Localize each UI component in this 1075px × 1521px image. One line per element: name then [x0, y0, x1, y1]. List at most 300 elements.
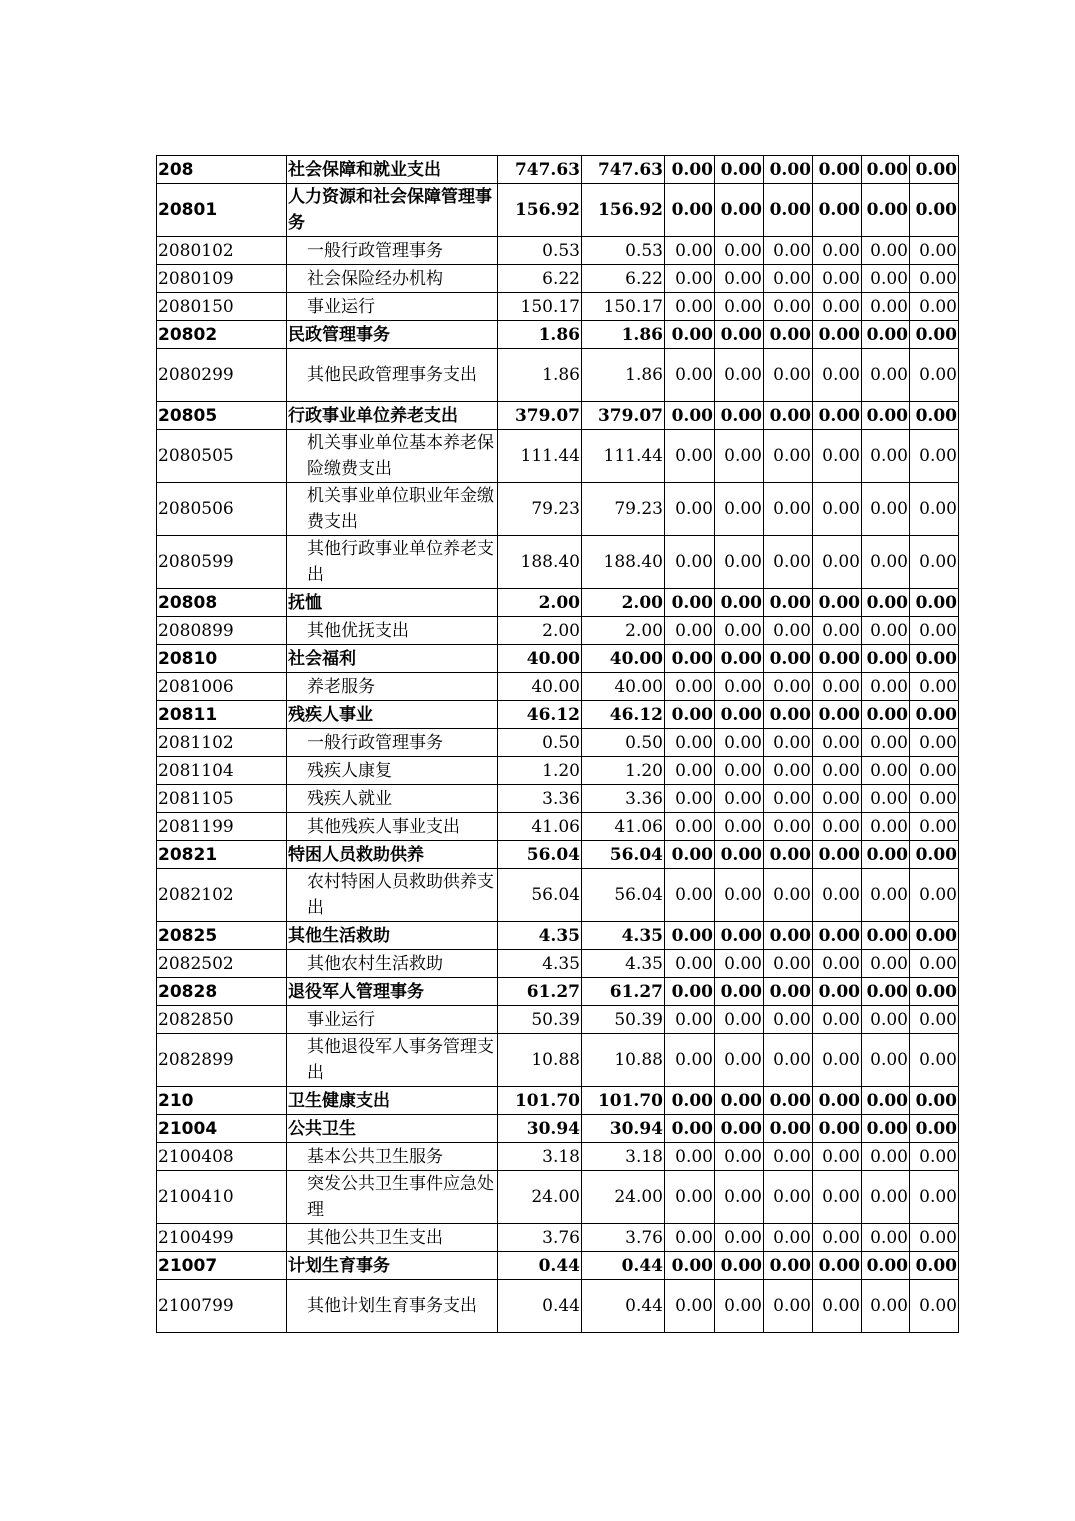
- table-row: [157, 265, 959, 293]
- total-amount-cell: 2.00: [498, 617, 582, 645]
- other-fund-cell: 0.00: [764, 1087, 813, 1115]
- other-fund-cell: 0.00: [813, 785, 862, 813]
- other-fund-cell: 0.00: [862, 729, 910, 757]
- other-fund-cell: 0.00: [764, 321, 813, 349]
- other-fund-cell: 0.00: [764, 293, 813, 321]
- other-fund-cell: 0.00: [862, 589, 910, 617]
- subject-name-cell: 其他农村生活救助: [287, 950, 498, 978]
- subject-name-cell: 基本公共卫生服务: [287, 1143, 498, 1171]
- other-fund-cell: 0.00: [764, 1280, 813, 1333]
- other-fund-cell: 0.00: [910, 813, 959, 841]
- other-fund-cell: 0.00: [764, 1034, 813, 1087]
- other-fund-cell: 0.00: [813, 349, 862, 402]
- other-fund-cell: 0.00: [715, 701, 764, 729]
- total-amount-cell: 41.06: [498, 813, 582, 841]
- subject-code-cell: 2080299: [157, 349, 287, 402]
- other-fund-cell: 0.00: [813, 1252, 862, 1280]
- other-fund-cell: 0.00: [910, 237, 959, 265]
- other-fund-cell: 0.00: [665, 1252, 715, 1280]
- subject-code-cell: 2100408: [157, 1143, 287, 1171]
- table-row: [157, 483, 959, 536]
- total-amount-cell: 188.40: [498, 536, 582, 589]
- other-fund-cell: 0.00: [910, 156, 959, 184]
- total-amount-cell: 1.86: [498, 349, 582, 402]
- subject-code-cell: 20828: [157, 978, 287, 1006]
- table-row: [157, 785, 959, 813]
- other-fund-cell: 0.00: [665, 536, 715, 589]
- other-fund-cell: 0.00: [862, 617, 910, 645]
- table-row: [157, 617, 959, 645]
- total-amount-cell: 747.63: [498, 156, 582, 184]
- subject-code-cell: 2080505: [157, 430, 287, 483]
- subject-name-cell: 其他优抚支出: [287, 617, 498, 645]
- other-fund-cell: 0.00: [665, 869, 715, 922]
- subject-name-cell: 养老服务: [287, 673, 498, 701]
- total-amount-cell: 4.35: [498, 950, 582, 978]
- subject-name-cell: 卫生健康支出: [287, 1087, 498, 1115]
- other-fund-cell: 0.00: [813, 645, 862, 673]
- other-fund-cell: 0.00: [813, 483, 862, 536]
- other-fund-cell: 0.00: [910, 645, 959, 673]
- table-row: [157, 430, 959, 483]
- other-fund-cell: 0.00: [665, 757, 715, 785]
- subject-code-cell: 20810: [157, 645, 287, 673]
- other-fund-cell: 0.00: [813, 589, 862, 617]
- total-amount-cell: 1.20: [498, 757, 582, 785]
- general-budget-cell: 3.36: [582, 785, 665, 813]
- other-fund-cell: 0.00: [910, 922, 959, 950]
- table-body: [157, 156, 959, 1333]
- other-fund-cell: 0.00: [665, 785, 715, 813]
- general-budget-cell: 1.20: [582, 757, 665, 785]
- table-row: [157, 402, 959, 430]
- other-fund-cell: 0.00: [665, 1224, 715, 1252]
- table-row: [157, 673, 959, 701]
- subject-code-cell: 2082899: [157, 1034, 287, 1087]
- subject-code-cell: 2081105: [157, 785, 287, 813]
- other-fund-cell: 0.00: [910, 349, 959, 402]
- subject-code-cell: 2080899: [157, 617, 287, 645]
- subject-code-cell: 20801: [157, 184, 287, 237]
- other-fund-cell: 0.00: [910, 673, 959, 701]
- total-amount-cell: 50.39: [498, 1006, 582, 1034]
- other-fund-cell: 0.00: [862, 321, 910, 349]
- table-row: [157, 869, 959, 922]
- other-fund-cell: 0.00: [813, 869, 862, 922]
- subject-code-cell: 2081104: [157, 757, 287, 785]
- total-amount-cell: 150.17: [498, 293, 582, 321]
- other-fund-cell: 0.00: [862, 1280, 910, 1333]
- other-fund-cell: 0.00: [715, 869, 764, 922]
- other-fund-cell: 0.00: [764, 1006, 813, 1034]
- table-row: [157, 813, 959, 841]
- other-fund-cell: 0.00: [665, 1034, 715, 1087]
- other-fund-cell: 0.00: [715, 1280, 764, 1333]
- table-row: [157, 321, 959, 349]
- subject-name-cell: 其他民政管理事务支出: [287, 349, 498, 402]
- general-budget-cell: 6.22: [582, 265, 665, 293]
- other-fund-cell: 0.00: [813, 950, 862, 978]
- other-fund-cell: 0.00: [764, 402, 813, 430]
- other-fund-cell: 0.00: [910, 1224, 959, 1252]
- general-budget-cell: 41.06: [582, 813, 665, 841]
- subject-code-cell: 2081006: [157, 673, 287, 701]
- other-fund-cell: 0.00: [862, 265, 910, 293]
- general-budget-cell: 30.94: [582, 1115, 665, 1143]
- other-fund-cell: 0.00: [910, 589, 959, 617]
- subject-code-cell: 2100410: [157, 1171, 287, 1224]
- other-fund-cell: 0.00: [813, 321, 862, 349]
- other-fund-cell: 0.00: [715, 536, 764, 589]
- other-fund-cell: 0.00: [665, 589, 715, 617]
- other-fund-cell: 0.00: [813, 402, 862, 430]
- other-fund-cell: 0.00: [862, 156, 910, 184]
- subject-code-cell: 20802: [157, 321, 287, 349]
- other-fund-cell: 0.00: [910, 1280, 959, 1333]
- total-amount-cell: 0.44: [498, 1252, 582, 1280]
- general-budget-cell: 379.07: [582, 402, 665, 430]
- subject-code-cell: 2082502: [157, 950, 287, 978]
- subject-name-cell: 一般行政管理事务: [287, 729, 498, 757]
- total-amount-cell: 30.94: [498, 1115, 582, 1143]
- subject-name-cell: 机关事业单位基本养老保险缴费支出: [287, 430, 498, 483]
- other-fund-cell: 0.00: [665, 701, 715, 729]
- other-fund-cell: 0.00: [910, 701, 959, 729]
- other-fund-cell: 0.00: [813, 265, 862, 293]
- other-fund-cell: 0.00: [813, 156, 862, 184]
- subject-name-cell: 人力资源和社会保障管理事务: [287, 184, 498, 237]
- other-fund-cell: 0.00: [764, 265, 813, 293]
- other-fund-cell: 0.00: [764, 1115, 813, 1143]
- other-fund-cell: 0.00: [715, 645, 764, 673]
- general-budget-cell: 0.44: [582, 1280, 665, 1333]
- subject-code-cell: 21004: [157, 1115, 287, 1143]
- other-fund-cell: 0.00: [813, 813, 862, 841]
- other-fund-cell: 0.00: [862, 785, 910, 813]
- other-fund-cell: 0.00: [862, 1143, 910, 1171]
- other-fund-cell: 0.00: [813, 729, 862, 757]
- other-fund-cell: 0.00: [764, 757, 813, 785]
- other-fund-cell: 0.00: [715, 617, 764, 645]
- total-amount-cell: 79.23: [498, 483, 582, 536]
- other-fund-cell: 0.00: [715, 1115, 764, 1143]
- total-amount-cell: 0.50: [498, 729, 582, 757]
- other-fund-cell: 0.00: [862, 536, 910, 589]
- general-budget-cell: 0.50: [582, 729, 665, 757]
- other-fund-cell: 0.00: [862, 978, 910, 1006]
- other-fund-cell: 0.00: [665, 1171, 715, 1224]
- other-fund-cell: 0.00: [715, 589, 764, 617]
- other-fund-cell: 0.00: [813, 1034, 862, 1087]
- subject-code-cell: 20805: [157, 402, 287, 430]
- total-amount-cell: 2.00: [498, 589, 582, 617]
- other-fund-cell: 0.00: [910, 841, 959, 869]
- other-fund-cell: 0.00: [764, 869, 813, 922]
- general-budget-cell: 1.86: [582, 349, 665, 402]
- other-fund-cell: 0.00: [665, 1143, 715, 1171]
- total-amount-cell: 4.35: [498, 922, 582, 950]
- other-fund-cell: 0.00: [910, 1171, 959, 1224]
- subject-code-cell: 2082850: [157, 1006, 287, 1034]
- other-fund-cell: 0.00: [764, 785, 813, 813]
- general-budget-cell: 40.00: [582, 673, 665, 701]
- other-fund-cell: 0.00: [665, 729, 715, 757]
- other-fund-cell: 0.00: [665, 978, 715, 1006]
- other-fund-cell: 0.00: [862, 922, 910, 950]
- subject-name-cell: 其他公共卫生支出: [287, 1224, 498, 1252]
- other-fund-cell: 0.00: [715, 841, 764, 869]
- general-budget-cell: 40.00: [582, 645, 665, 673]
- other-fund-cell: 0.00: [715, 1034, 764, 1087]
- other-fund-cell: 0.00: [862, 950, 910, 978]
- other-fund-cell: 0.00: [862, 1087, 910, 1115]
- subject-name-cell: 事业运行: [287, 1006, 498, 1034]
- general-budget-cell: 0.44: [582, 1252, 665, 1280]
- other-fund-cell: 0.00: [910, 1087, 959, 1115]
- other-fund-cell: 0.00: [764, 841, 813, 869]
- subject-name-cell: 其他计划生育事务支出: [287, 1280, 498, 1333]
- other-fund-cell: 0.00: [764, 156, 813, 184]
- other-fund-cell: 0.00: [862, 869, 910, 922]
- general-budget-cell: 50.39: [582, 1006, 665, 1034]
- subject-code-cell: 2100499: [157, 1224, 287, 1252]
- other-fund-cell: 0.00: [715, 673, 764, 701]
- other-fund-cell: 0.00: [813, 184, 862, 237]
- other-fund-cell: 0.00: [764, 701, 813, 729]
- other-fund-cell: 0.00: [715, 430, 764, 483]
- subject-name-cell: 事业运行: [287, 293, 498, 321]
- other-fund-cell: 0.00: [764, 673, 813, 701]
- subject-name-cell: 特困人员救助供养: [287, 841, 498, 869]
- table-row: [157, 1034, 959, 1087]
- subject-code-cell: 208: [157, 156, 287, 184]
- subject-code-cell: 20825: [157, 922, 287, 950]
- other-fund-cell: 0.00: [910, 293, 959, 321]
- other-fund-cell: 0.00: [665, 922, 715, 950]
- other-fund-cell: 0.00: [910, 1034, 959, 1087]
- subject-code-cell: 21007: [157, 1252, 287, 1280]
- other-fund-cell: 0.00: [715, 1224, 764, 1252]
- other-fund-cell: 0.00: [813, 701, 862, 729]
- other-fund-cell: 0.00: [813, 1224, 862, 1252]
- subject-name-cell: 其他退役军人事务管理支出: [287, 1034, 498, 1087]
- other-fund-cell: 0.00: [862, 673, 910, 701]
- subject-name-cell: 残疾人康复: [287, 757, 498, 785]
- other-fund-cell: 0.00: [764, 237, 813, 265]
- subject-name-cell: 社会福利: [287, 645, 498, 673]
- general-budget-cell: 150.17: [582, 293, 665, 321]
- total-amount-cell: 61.27: [498, 978, 582, 1006]
- other-fund-cell: 0.00: [764, 729, 813, 757]
- other-fund-cell: 0.00: [764, 978, 813, 1006]
- table-row: [157, 978, 959, 1006]
- other-fund-cell: 0.00: [862, 430, 910, 483]
- other-fund-cell: 0.00: [862, 483, 910, 536]
- other-fund-cell: 0.00: [715, 978, 764, 1006]
- other-fund-cell: 0.00: [665, 841, 715, 869]
- subject-name-cell: 行政事业单位养老支出: [287, 402, 498, 430]
- total-amount-cell: 3.36: [498, 785, 582, 813]
- other-fund-cell: 0.00: [910, 869, 959, 922]
- table-row: [157, 922, 959, 950]
- other-fund-cell: 0.00: [715, 265, 764, 293]
- other-fund-cell: 0.00: [715, 237, 764, 265]
- subject-code-cell: 210: [157, 1087, 287, 1115]
- other-fund-cell: 0.00: [910, 184, 959, 237]
- other-fund-cell: 0.00: [665, 156, 715, 184]
- other-fund-cell: 0.00: [764, 184, 813, 237]
- subject-code-cell: 20811: [157, 701, 287, 729]
- subject-code-cell: 2082102: [157, 869, 287, 922]
- subject-code-cell: 2100799: [157, 1280, 287, 1333]
- other-fund-cell: 0.00: [764, 1224, 813, 1252]
- general-budget-cell: 188.40: [582, 536, 665, 589]
- other-fund-cell: 0.00: [813, 1171, 862, 1224]
- other-fund-cell: 0.00: [665, 483, 715, 536]
- general-budget-cell: 46.12: [582, 701, 665, 729]
- other-fund-cell: 0.00: [715, 813, 764, 841]
- general-budget-cell: 10.88: [582, 1034, 665, 1087]
- other-fund-cell: 0.00: [665, 321, 715, 349]
- subject-name-cell: 其他残疾人事业支出: [287, 813, 498, 841]
- total-amount-cell: 101.70: [498, 1087, 582, 1115]
- general-budget-cell: 101.70: [582, 1087, 665, 1115]
- other-fund-cell: 0.00: [910, 1115, 959, 1143]
- table-row: [157, 349, 959, 402]
- subject-name-cell: 突发公共卫生事件应急处理: [287, 1171, 498, 1224]
- total-amount-cell: 40.00: [498, 673, 582, 701]
- general-budget-cell: 2.00: [582, 617, 665, 645]
- subject-name-cell: 民政管理事务: [287, 321, 498, 349]
- table-row: [157, 184, 959, 237]
- table-row: [157, 701, 959, 729]
- other-fund-cell: 0.00: [715, 156, 764, 184]
- other-fund-cell: 0.00: [862, 1252, 910, 1280]
- other-fund-cell: 0.00: [813, 841, 862, 869]
- other-fund-cell: 0.00: [665, 349, 715, 402]
- subject-name-cell: 公共卫生: [287, 1115, 498, 1143]
- subject-code-cell: 2080599: [157, 536, 287, 589]
- other-fund-cell: 0.00: [764, 617, 813, 645]
- other-fund-cell: 0.00: [910, 950, 959, 978]
- other-fund-cell: 0.00: [715, 1087, 764, 1115]
- general-budget-cell: 156.92: [582, 184, 665, 237]
- table-row: [157, 1115, 959, 1143]
- general-budget-cell: 111.44: [582, 430, 665, 483]
- other-fund-cell: 0.00: [764, 922, 813, 950]
- subject-code-cell: 2080150: [157, 293, 287, 321]
- other-fund-cell: 0.00: [715, 184, 764, 237]
- total-amount-cell: 24.00: [498, 1171, 582, 1224]
- table-row: [157, 1171, 959, 1224]
- other-fund-cell: 0.00: [715, 757, 764, 785]
- other-fund-cell: 0.00: [665, 617, 715, 645]
- other-fund-cell: 0.00: [862, 645, 910, 673]
- total-amount-cell: 1.86: [498, 321, 582, 349]
- other-fund-cell: 0.00: [665, 950, 715, 978]
- other-fund-cell: 0.00: [764, 1143, 813, 1171]
- total-amount-cell: 46.12: [498, 701, 582, 729]
- other-fund-cell: 0.00: [813, 673, 862, 701]
- total-amount-cell: 40.00: [498, 645, 582, 673]
- total-amount-cell: 0.44: [498, 1280, 582, 1333]
- other-fund-cell: 0.00: [665, 265, 715, 293]
- other-fund-cell: 0.00: [813, 757, 862, 785]
- table-row: [157, 237, 959, 265]
- other-fund-cell: 0.00: [813, 617, 862, 645]
- other-fund-cell: 0.00: [813, 1143, 862, 1171]
- table-row: [157, 1280, 959, 1333]
- other-fund-cell: 0.00: [910, 430, 959, 483]
- other-fund-cell: 0.00: [665, 430, 715, 483]
- table-row: [157, 645, 959, 673]
- other-fund-cell: 0.00: [862, 184, 910, 237]
- total-amount-cell: 156.92: [498, 184, 582, 237]
- subject-name-cell: 计划生育事务: [287, 1252, 498, 1280]
- other-fund-cell: 0.00: [665, 402, 715, 430]
- subject-code-cell: 2080506: [157, 483, 287, 536]
- general-budget-cell: 747.63: [582, 156, 665, 184]
- other-fund-cell: 0.00: [813, 978, 862, 1006]
- other-fund-cell: 0.00: [715, 1006, 764, 1034]
- subject-name-cell: 社会保险经办机构: [287, 265, 498, 293]
- other-fund-cell: 0.00: [813, 293, 862, 321]
- other-fund-cell: 0.00: [910, 402, 959, 430]
- total-amount-cell: 0.53: [498, 237, 582, 265]
- table-row: [157, 293, 959, 321]
- other-fund-cell: 0.00: [862, 841, 910, 869]
- other-fund-cell: 0.00: [764, 349, 813, 402]
- other-fund-cell: 0.00: [910, 757, 959, 785]
- other-fund-cell: 0.00: [764, 950, 813, 978]
- total-amount-cell: 10.88: [498, 1034, 582, 1087]
- table-row: [157, 1143, 959, 1171]
- other-fund-cell: 0.00: [715, 922, 764, 950]
- general-budget-cell: 56.04: [582, 841, 665, 869]
- other-fund-cell: 0.00: [665, 237, 715, 265]
- table-row: [157, 1224, 959, 1252]
- subject-name-cell: 残疾人就业: [287, 785, 498, 813]
- other-fund-cell: 0.00: [764, 1171, 813, 1224]
- other-fund-cell: 0.00: [862, 237, 910, 265]
- subject-name-cell: 抚恤: [287, 589, 498, 617]
- total-amount-cell: 3.76: [498, 1224, 582, 1252]
- other-fund-cell: 0.00: [715, 293, 764, 321]
- other-fund-cell: 0.00: [862, 1006, 910, 1034]
- subject-name-cell: 农村特困人员救助供养支出: [287, 869, 498, 922]
- other-fund-cell: 0.00: [910, 729, 959, 757]
- total-amount-cell: 3.18: [498, 1143, 582, 1171]
- other-fund-cell: 0.00: [665, 1115, 715, 1143]
- subject-code-cell: 2080102: [157, 237, 287, 265]
- other-fund-cell: 0.00: [665, 645, 715, 673]
- subject-name-cell: 其他生活救助: [287, 922, 498, 950]
- other-fund-cell: 0.00: [910, 483, 959, 536]
- other-fund-cell: 0.00: [813, 430, 862, 483]
- other-fund-cell: 0.00: [764, 430, 813, 483]
- other-fund-cell: 0.00: [910, 617, 959, 645]
- other-fund-cell: 0.00: [764, 645, 813, 673]
- table-row: [157, 536, 959, 589]
- subject-name-cell: 社会保障和就业支出: [287, 156, 498, 184]
- other-fund-cell: 0.00: [715, 785, 764, 813]
- other-fund-cell: 0.00: [813, 536, 862, 589]
- other-fund-cell: 0.00: [910, 321, 959, 349]
- other-fund-cell: 0.00: [862, 1115, 910, 1143]
- other-fund-cell: 0.00: [764, 589, 813, 617]
- table-row: [157, 950, 959, 978]
- subject-name-cell: 退役军人管理事务: [287, 978, 498, 1006]
